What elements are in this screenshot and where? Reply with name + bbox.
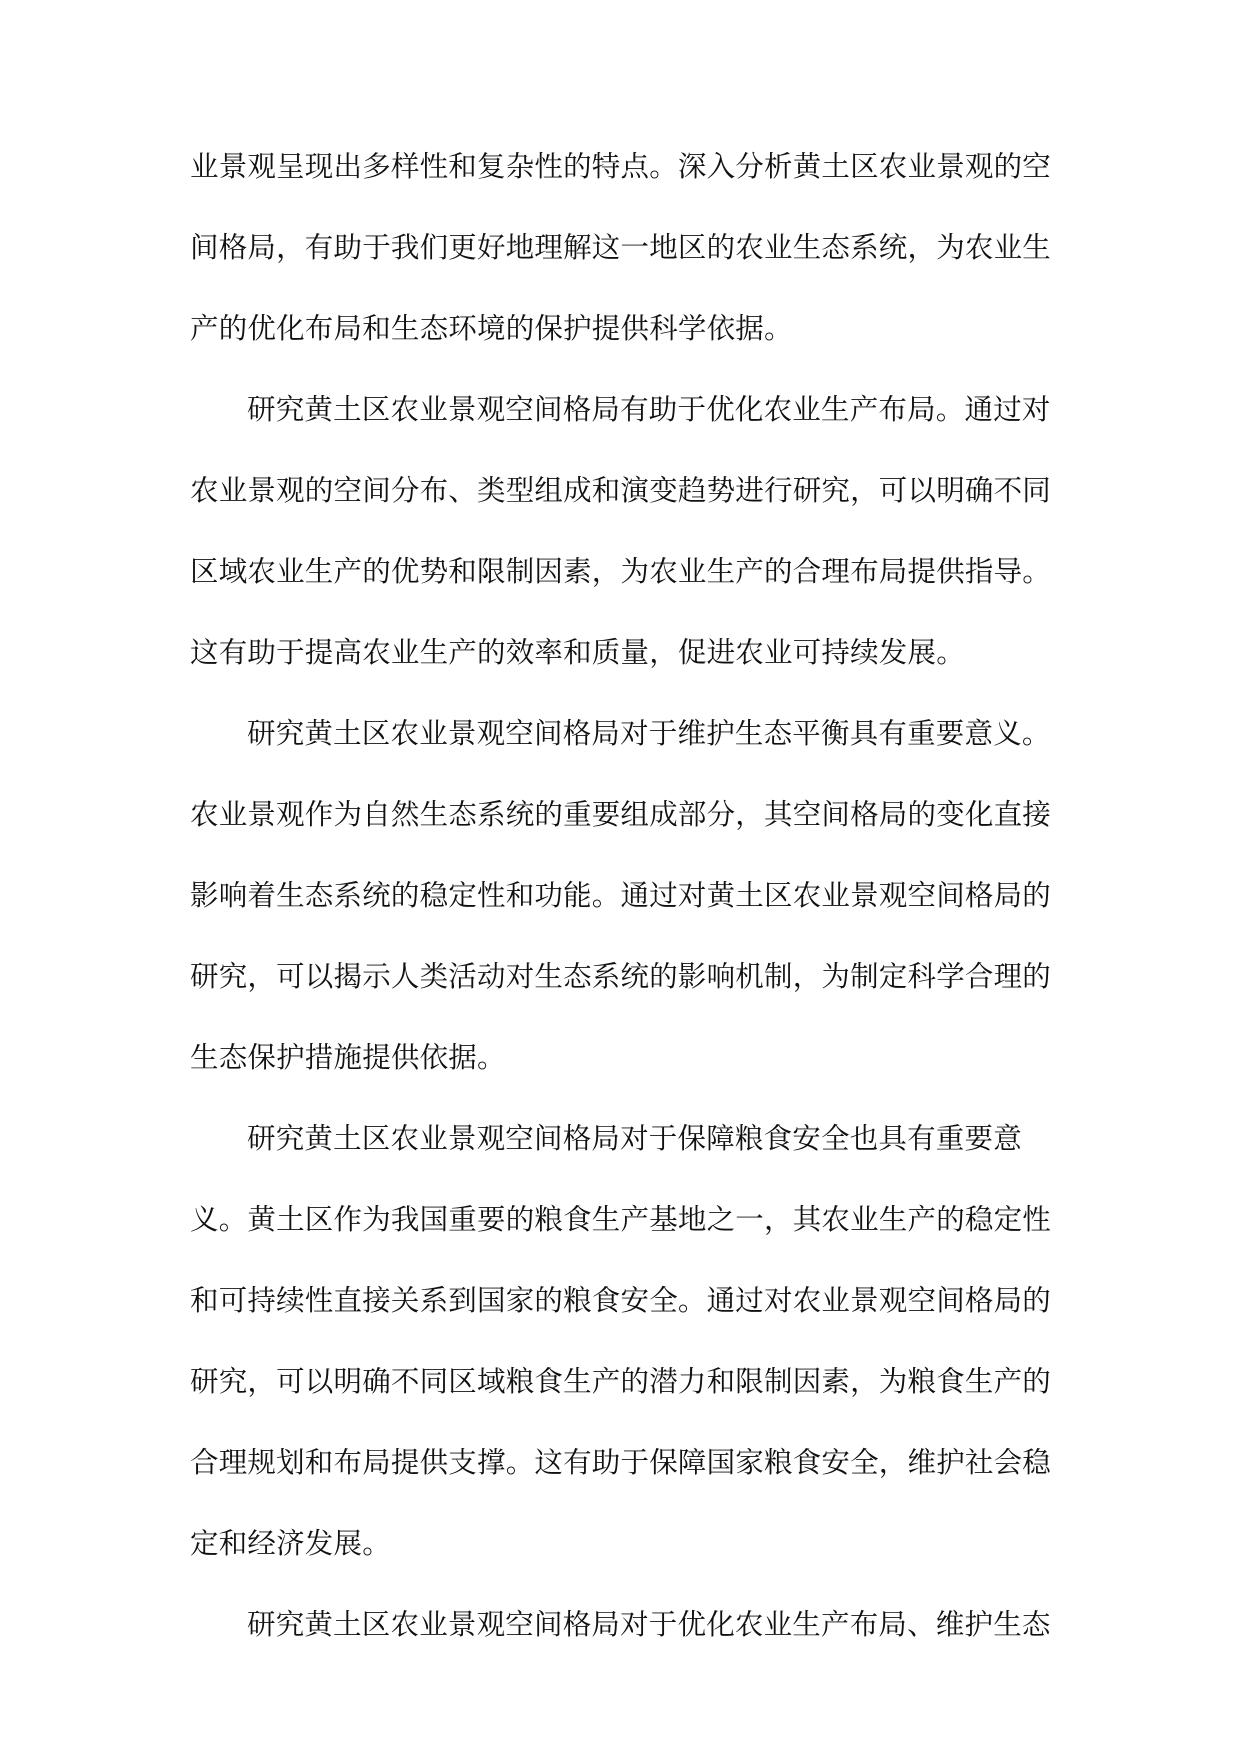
text-line: 产的优化布局和生态环境的保护提供科学依据。: [190, 312, 793, 345]
paragraph-first-line: 研究黄土区农业景观空间格局对于保障粮食安全也具有重要意: [247, 1122, 1022, 1155]
paragraph-first-line: 研究黄土区农业景观空间格局对于优化农业生产布局、维护生态: [247, 1608, 1051, 1641]
text-line: 业景观呈现出多样性和复杂性的特点。深入分析黄土区农业景观的空: [190, 150, 1052, 183]
text-line: 这有助于提高农业生产的效率和质量，促进农业可持续发展。: [190, 636, 965, 669]
text-line: 和可持续性直接关系到国家的粮食安全。通过对农业景观空间格局的: [190, 1284, 1052, 1317]
text-line: 生态保护措施提供依据。: [190, 1041, 506, 1074]
text-line: 研究，可以揭示人类活动对生态系统的影响机制，为制定科学合理的: [190, 960, 1052, 993]
text-line: 农业景观的空间分布、类型组成和演变趋势进行研究，可以明确不同: [190, 474, 1052, 507]
paragraph-first-line: 研究黄土区农业景观空间格局有助于优化农业生产布局。通过对: [247, 393, 1051, 426]
text-line: 农业景观作为自然生态系统的重要组成部分，其空间格局的变化直接: [190, 798, 1052, 831]
paragraph-first-line: 研究黄土区农业景观空间格局对于维护生态平衡具有重要意义。: [247, 717, 1051, 750]
text-line: 定和经济发展。: [190, 1527, 391, 1560]
text-line: 区域农业生产的优势和限制因素，为农业生产的合理布局提供指导。: [190, 555, 1052, 588]
body-text: [190, 147, 1050, 1686]
text-line: 义。黄土区作为我国重要的粮食生产基地之一，其农业生产的稳定性: [190, 1203, 1052, 1236]
text-line: 间格局，有助于我们更好地理解这一地区的农业生态系统，为农业生: [190, 231, 1052, 264]
text-line: 影响着生态系统的稳定性和功能。通过对黄土区农业景观空间格局的: [190, 879, 1052, 912]
text-line: 研究，可以明确不同区域粮食生产的潜力和限制因素，为粮食生产的: [190, 1365, 1052, 1398]
text-line: 合理规划和布局提供支撑。这有助于保障国家粮食安全，维护社会稳: [190, 1446, 1052, 1479]
